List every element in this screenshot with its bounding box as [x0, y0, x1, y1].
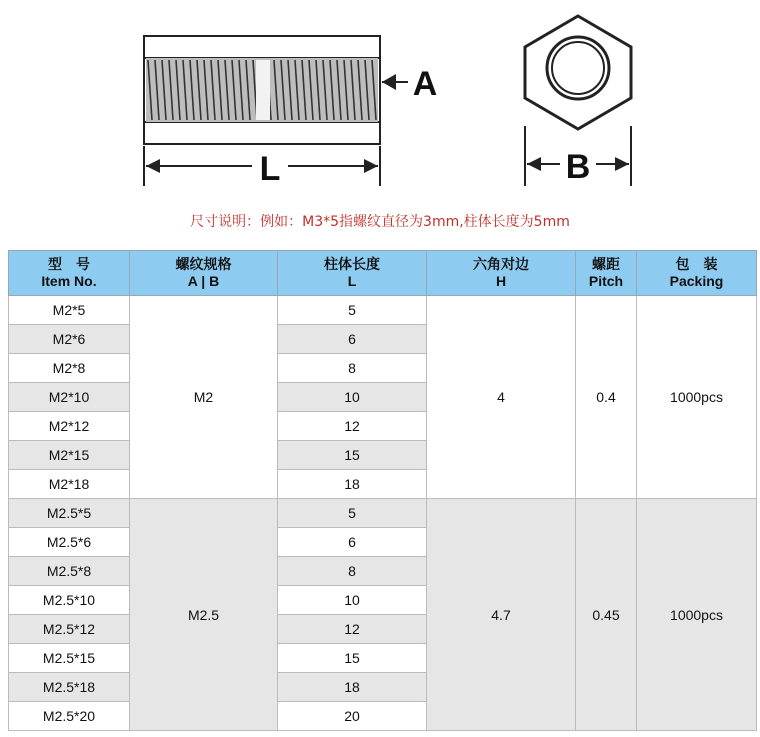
length-cell: 5: [278, 296, 427, 325]
hex-end-view: [525, 16, 631, 186]
length-cell: 8: [278, 557, 427, 586]
item-no-cell: M2.5*5: [9, 499, 130, 528]
table-body: [9, 296, 757, 731]
packing-cell: 1000pcs: [637, 499, 757, 731]
table-row: [9, 499, 757, 528]
label-l: L: [259, 150, 281, 188]
label-a: A: [412, 65, 438, 103]
dimension-caption: 尺寸说明：例如：M3*5指螺纹直径为3mm,柱体长度为5mm: [190, 214, 570, 230]
length-cell: 6: [278, 325, 427, 354]
item-no-cell: M2*8: [9, 354, 130, 383]
length-cell: 18: [278, 470, 427, 499]
table-header-row: [9, 251, 757, 296]
item-no-cell: M2.5*20: [9, 702, 130, 731]
length-cell: 12: [278, 412, 427, 441]
item-no-cell: M2*10: [9, 383, 130, 412]
table-row: [9, 296, 757, 325]
length-cell: 15: [278, 644, 427, 673]
item-no-cell: M2.5*15: [9, 644, 130, 673]
length-cell: 10: [278, 586, 427, 615]
length-cell: 5: [278, 499, 427, 528]
thread-gap: [256, 60, 270, 120]
side-view: [144, 36, 437, 188]
length-cell: 18: [278, 673, 427, 702]
length-cell: 8: [278, 354, 427, 383]
length-cell: 6: [278, 528, 427, 557]
thread-spec-cell: M2.5: [130, 499, 278, 731]
header-length: 柱体长度 L: [278, 251, 427, 296]
thread-spec-cell: M2: [130, 296, 278, 499]
spec-table: [8, 250, 757, 731]
hex-cell: 4.7: [427, 499, 576, 731]
item-no-cell: M2*6: [9, 325, 130, 354]
pitch-cell: 0.4: [576, 296, 637, 499]
item-no-cell: M2*12: [9, 412, 130, 441]
standoff-dimension-diagram: [0, 0, 760, 200]
item-no-cell: M2*5: [9, 296, 130, 325]
item-no-cell: M2.5*12: [9, 615, 130, 644]
header-thread-spec: 螺纹规格 A | B: [130, 251, 278, 296]
header-item-no: 型 号 Item No.: [9, 251, 130, 296]
label-b: B: [565, 148, 591, 186]
packing-cell: 1000pcs: [637, 296, 757, 499]
length-cell: 15: [278, 441, 427, 470]
item-no-cell: M2.5*18: [9, 673, 130, 702]
hex-cell: 4: [427, 296, 576, 499]
length-cell: 12: [278, 615, 427, 644]
item-no-cell: M2.5*8: [9, 557, 130, 586]
header-pitch: 螺距 Pitch: [576, 251, 637, 296]
header-packing: 包 装 Packing: [637, 251, 757, 296]
length-cell: 10: [278, 383, 427, 412]
item-no-cell: M2.5*10: [9, 586, 130, 615]
pitch-cell: 0.45: [576, 499, 637, 731]
item-no-cell: M2*15: [9, 441, 130, 470]
length-cell: 20: [278, 702, 427, 731]
item-no-cell: M2.5*6: [9, 528, 130, 557]
item-no-cell: M2*18: [9, 470, 130, 499]
header-hex: 六角对边 H: [427, 251, 576, 296]
